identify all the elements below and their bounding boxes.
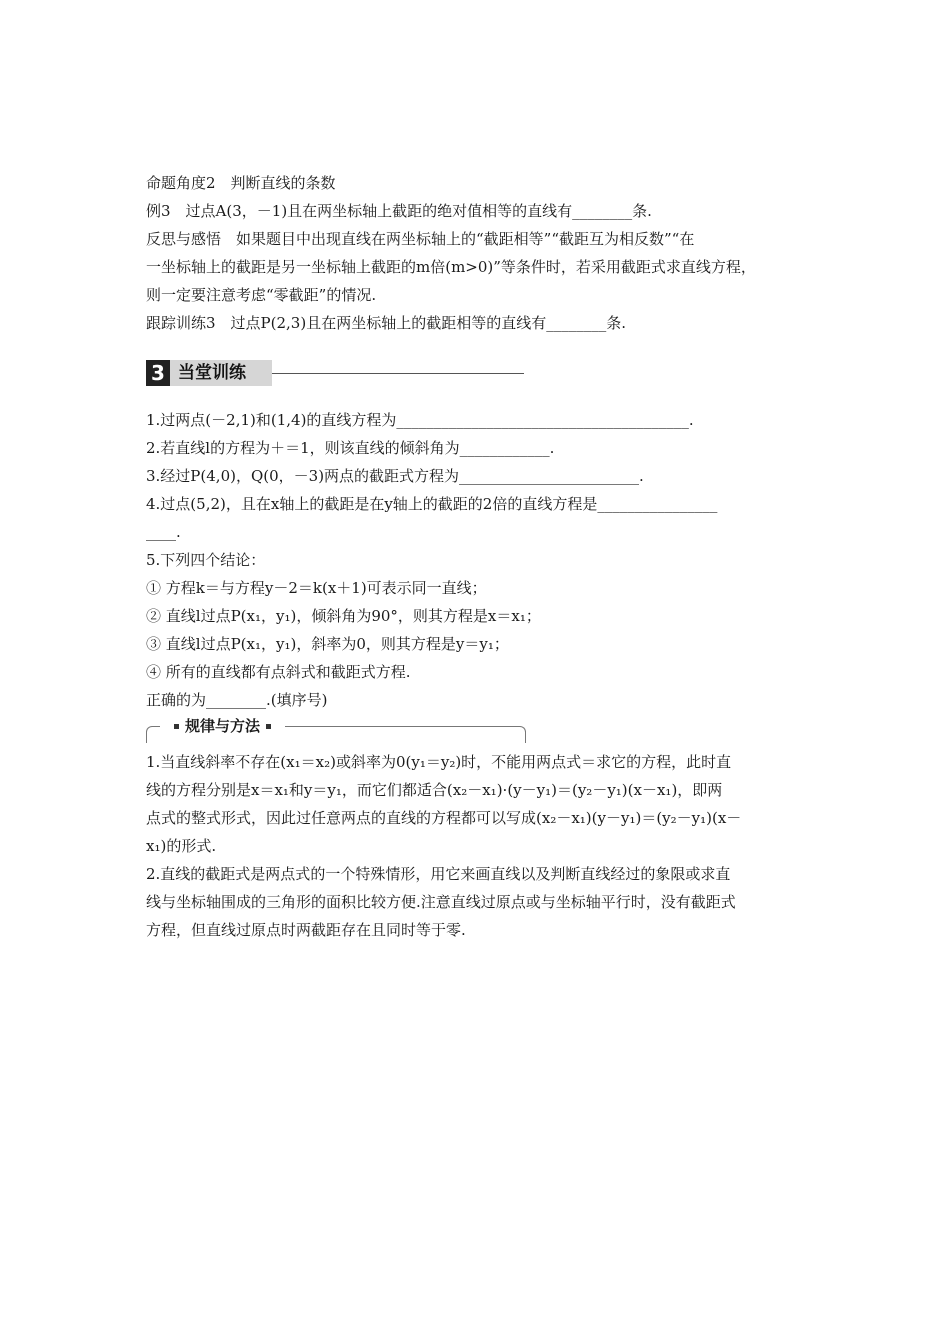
- rule-1-line-3: 点式的整式形式，因此过任意两点的直线的方程都可以写成(x₂－x₁)(y－y₁)＝(y₂－y₁)(x－: [146, 809, 742, 827]
- rule-1-line-2: 线的方程分别是x＝x₁和y＝y₁，而它们都适合(x₂－x₁)·(y－y₁)＝(y₂－y₁)(x－x₁)，即两: [146, 781, 723, 799]
- rule-1-line-1: 1.当直线斜率不存在(x₁＝x₂)或斜率为0(y₁＝y₂)时，不能用两点式＝求它的方程，此时直: [146, 753, 732, 771]
- exercise-5: 5.下列四个结论：: [146, 551, 266, 569]
- section-number: 3: [146, 360, 170, 386]
- statement-4: ④ 所有的直线都有点斜式和截距式方程.: [146, 663, 411, 681]
- section-divider: [272, 373, 524, 374]
- exercise-2: 2.若直线l的方程为＋＝1，则该直线的倾斜角为____________.: [146, 439, 555, 457]
- rule-2-line-2: 线与坐标轴围成的三角形的面积比较方便.注意直线过原点或与坐标轴平行时，没有截距式: [146, 893, 736, 911]
- statement-1: ① 方程k＝与方程y－2＝k(x＋1)可表示同一直线；: [146, 579, 487, 597]
- exercise-4-cont: ____.: [146, 523, 181, 541]
- exercise-3: 3.经过P(4,0)，Q(0，－3)两点的截距式方程为________________________.: [146, 467, 644, 485]
- reflection-line-1: 反思与感悟 如果题目中出现直线在两坐标轴上的“截距相等”“截距互为相反数”“在: [146, 230, 695, 248]
- section-badge: [146, 360, 272, 386]
- exercise-4: 4.过点(5,2)，且在x轴上的截距是在y轴上的截距的2倍的直线方程是________________: [146, 495, 718, 513]
- statement-3: ③ 直线l过点P(x₁，y₁)，斜率为0，则其方程是y＝y₁；: [146, 635, 509, 653]
- section-title: 当堂训练: [178, 363, 246, 383]
- rule-2-line-3: 方程，但直线过原点时两截距存在且同时等于零.: [146, 921, 466, 939]
- rules-box-title: [160, 716, 285, 736]
- reflection-line-3: 则一定要注意考虑“零截距”的情况.: [146, 286, 377, 304]
- rule-2-line-1: 2.直线的截距式是两点式的一个特殊情形，用它来画直线以及判断直线经过的象限或求直: [146, 865, 731, 883]
- practice-3: 跟踪训练3 过点P(2,3)且在两坐标轴上的截距相等的直线有________条.: [146, 314, 626, 332]
- statement-2: ② 直线l过点P(x₁，y₁)，倾斜角为90°，则其方程是x＝x₁；: [146, 607, 541, 625]
- rules-title-text: 规律与方法: [185, 717, 261, 735]
- answer-prompt: 正确的为________.(填序号): [146, 691, 328, 709]
- exercise-1: 1.过两点(－2,1)和(1,4)的直线方程为_______________________________________.: [146, 411, 694, 429]
- rule-1-line-4: x₁)的形式.: [146, 837, 217, 855]
- square-bullet-icon: [174, 724, 179, 729]
- square-bullet-icon: [266, 724, 271, 729]
- subheading-angle-2: 命题角度2 判断直线的条数: [146, 174, 336, 192]
- reflection-line-2: 一坐标轴上的截距是另一坐标轴上截距的m倍(m>0)”等条件时，若采用截距式求直线方程，: [146, 258, 756, 276]
- example-3: 例3 过点A(3，－1)且在两坐标轴上截距的绝对值相等的直线有________条.: [146, 202, 652, 220]
